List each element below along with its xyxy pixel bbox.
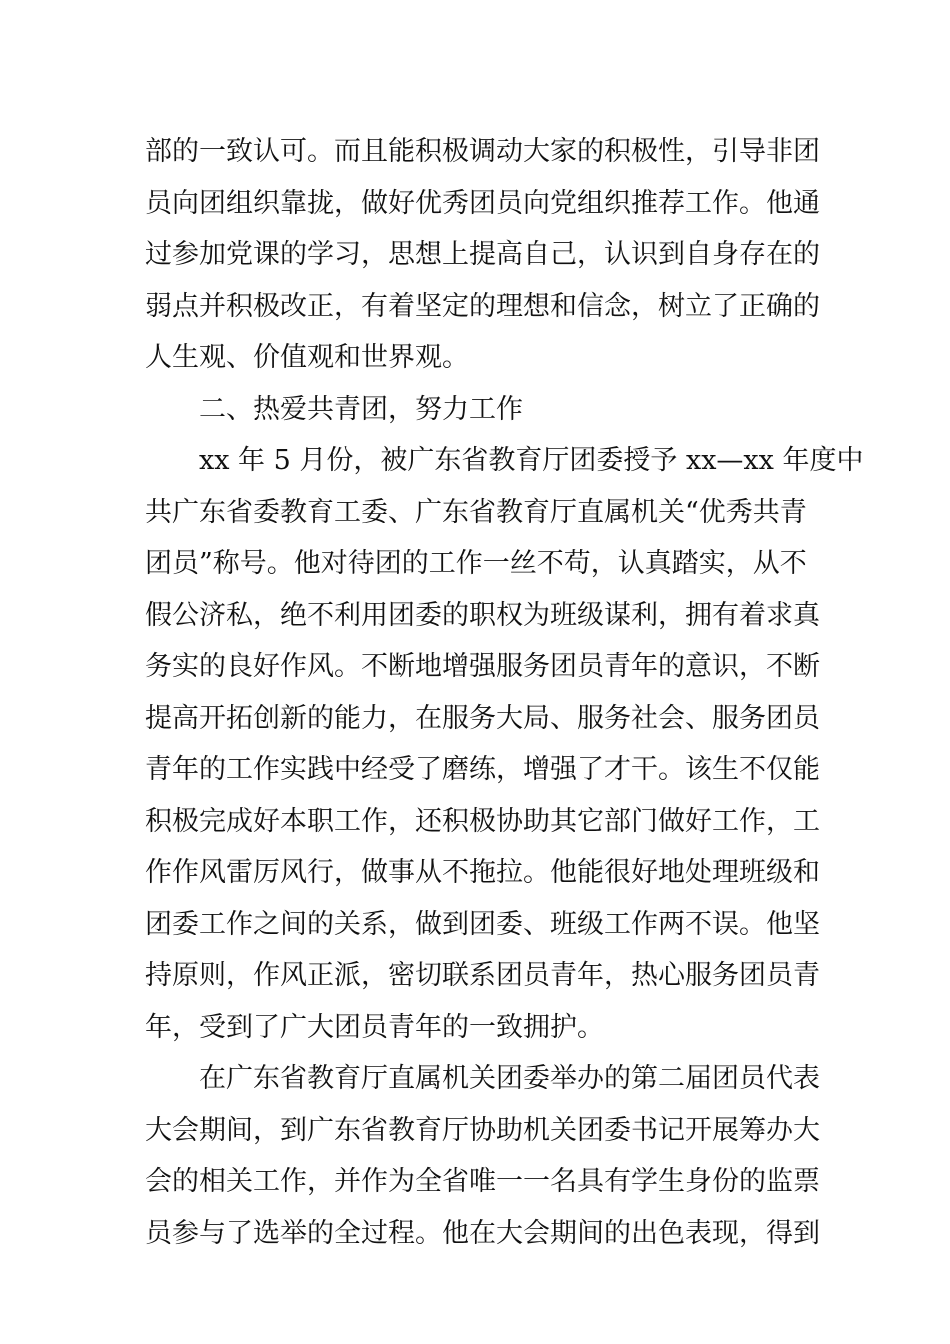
document-body-text bbox=[145, 126, 864, 1259]
text-line: 假公济私，绝不利用团委的职权为班级谋利，拥有着求真 bbox=[145, 599, 820, 631]
text-line: 务实的良好作风。不断地增强服务团员青年的意识，不断 bbox=[145, 651, 820, 682]
text-line: xx 年 5 月份，被广东省教育厅团委授予 xx—xx 年度中 bbox=[199, 445, 864, 476]
text-line: 持原则，作风正派，密切联系团员青年，热心服务团员青 bbox=[145, 960, 820, 991]
text-line: 会的相关工作，并作为全省唯一一名具有学生身份的监票 bbox=[145, 1166, 820, 1197]
text-line: 作作风雷厉风行，做事从不拖拉。他能很好地处理班级和 bbox=[145, 857, 820, 888]
text-line: 团委工作之间的关系，做到团委、班级工作两不误。他坚 bbox=[145, 908, 820, 940]
text-line: 在广东省教育厅直属机关团委举办的第二届团员代表 bbox=[199, 1063, 820, 1094]
text-line: 弱点并积极改正，有着坚定的理想和信念，树立了正确的 bbox=[145, 290, 820, 322]
text-line: 二、热爱共青团，努力工作 bbox=[199, 393, 523, 425]
text-line: 团员”称号。他对待团的工作一丝不苟，认真踏实，从不 bbox=[145, 548, 807, 579]
text-line: 年，受到了广大团员青年的一致拥护。 bbox=[145, 1011, 604, 1043]
text-line: 大会期间，到广东省教育厅协助机关团委书记开展筹办大 bbox=[145, 1114, 820, 1146]
text-line: 积极完成好本职工作，还积极协助其它部门做好工作，工 bbox=[145, 805, 820, 837]
text-line: 员向团组织靠拢，做好优秀团员向党组织推荐工作。他通 bbox=[145, 187, 820, 219]
text-line: 青年的工作实践中经受了磨练，增强了才干。该生不仅能 bbox=[145, 754, 820, 785]
text-line: 员参与了选举的全过程。他在大会期间的出色表现，得到 bbox=[145, 1217, 820, 1249]
text-line: 提高开拓创新的能力，在服务大局、服务社会、服务团员 bbox=[145, 702, 820, 734]
text-line: 共广东省委教育工委、广东省教育厅直属机关“优秀共青 bbox=[145, 496, 807, 528]
text-line: 部的一致认可。而且能积极调动大家的积极性，引导非团 bbox=[145, 136, 820, 167]
text-line: 人生观、价值观和世界观。 bbox=[145, 342, 469, 373]
text-line: 过参加党课的学习，思想上提高自己，认识到自身存在的 bbox=[145, 239, 820, 270]
